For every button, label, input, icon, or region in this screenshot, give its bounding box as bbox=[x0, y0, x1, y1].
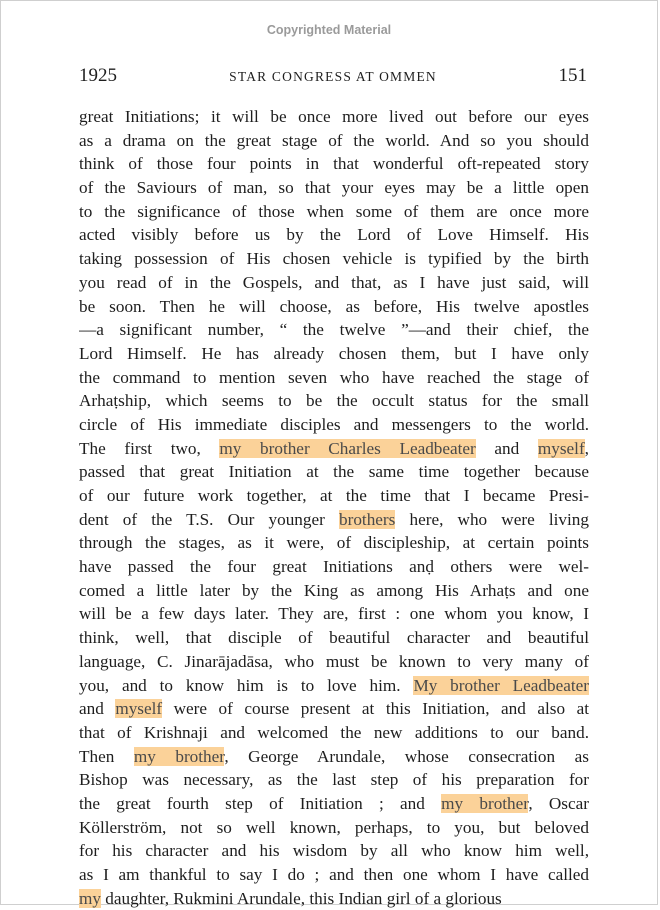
text-line bbox=[79, 697, 589, 721]
text-line bbox=[79, 105, 589, 129]
text-line bbox=[79, 626, 589, 650]
page-body-text bbox=[79, 105, 589, 910]
text-line bbox=[79, 602, 589, 626]
text-line bbox=[79, 342, 589, 366]
text-line bbox=[79, 674, 589, 698]
text-line bbox=[79, 200, 589, 224]
text-segment: think, well, that disciple of beautiful character and beautiful bbox=[79, 628, 589, 648]
text-segment: and bbox=[475, 438, 538, 458]
text-line bbox=[79, 389, 589, 413]
text-line bbox=[79, 413, 589, 437]
text-line bbox=[79, 863, 589, 887]
text-line bbox=[79, 484, 589, 508]
text-segment: passed that great Initiation at the same time together because bbox=[79, 462, 589, 482]
text-segment: you read of in the Gospels, and that, as I have just said, will bbox=[79, 272, 589, 292]
text-segment: and bbox=[79, 699, 116, 719]
text-segment: were of course present at this Initiation, and also at bbox=[162, 699, 589, 719]
search-highlight: my brother bbox=[133, 746, 225, 766]
text-segment: as I am thankful to say I do ; and then one whom I have called bbox=[79, 865, 589, 884]
text-line bbox=[79, 176, 589, 200]
text-segment: daughter, Rukmini Arundale, this Indian girl of a glorious bbox=[100, 888, 502, 908]
header-year: 1925 bbox=[79, 65, 117, 86]
header-title: STAR CONGRESS AT OMMEN bbox=[229, 69, 437, 84]
text-line bbox=[79, 437, 589, 461]
text-line bbox=[79, 460, 589, 484]
text-line bbox=[79, 508, 589, 532]
text-segment: that of Krishnaji and welcomed the new additions to our band. bbox=[79, 722, 589, 742]
text-segment: the command to mention seven who have reached the stage of bbox=[79, 367, 589, 387]
text-segment: will be a few days later. They are, first : one whom you know, I bbox=[79, 604, 589, 624]
text-segment: , bbox=[584, 438, 589, 458]
text-segment: through the stages, as it were, of discipleship, at certain points bbox=[79, 533, 589, 553]
text-segment: dent of the T.S. Our younger bbox=[79, 509, 340, 529]
running-head bbox=[79, 65, 587, 89]
text-line bbox=[79, 816, 589, 840]
text-segment: acted visibly before us by the Lord of Love Himself. His bbox=[79, 225, 589, 245]
text-line bbox=[79, 839, 589, 863]
text-segment: language, C. Jinarājadāsa, who must be known to very many of bbox=[79, 651, 589, 671]
page-number: 151 bbox=[558, 65, 587, 86]
text-line bbox=[79, 295, 589, 319]
text-segment: great Initiations; it will be once more lived out before our eyes bbox=[79, 107, 589, 126]
text-segment: Lord Himself. He has already chosen them, but I have only bbox=[79, 343, 589, 363]
text-line bbox=[79, 271, 589, 295]
search-highlight: my brother Charles Leadbeater bbox=[219, 438, 476, 458]
text-line bbox=[79, 768, 589, 792]
search-highlight: my brother bbox=[441, 793, 529, 813]
text-segment: comed a little later by the King as among His Arhaṭs and one bbox=[79, 580, 589, 600]
search-highlight: My brother Leadbeater bbox=[413, 675, 589, 695]
text-segment: of the Saviours of man, so that your eyes may be a little open bbox=[79, 178, 589, 198]
text-segment: the great fourth step of Initiation ; and bbox=[79, 793, 442, 813]
text-segment: here, who were living bbox=[395, 509, 589, 529]
search-highlight: my bbox=[79, 888, 101, 908]
text-segment: to the significance of those when some of them are once more bbox=[79, 201, 589, 221]
text-segment: Then bbox=[79, 746, 134, 766]
text-segment: The first two, bbox=[79, 438, 220, 458]
text-segment: you, and to know him is to love him. bbox=[79, 675, 414, 695]
text-line bbox=[79, 366, 589, 390]
text-segment: , Oscar bbox=[528, 793, 589, 813]
text-segment: Köllerström, not so well known, perhaps, to you, but beloved bbox=[79, 817, 589, 837]
text-line bbox=[79, 247, 589, 271]
text-line bbox=[79, 745, 589, 769]
text-line bbox=[79, 152, 589, 176]
text-segment: for his character and his wisdom by all who know him well, bbox=[79, 841, 589, 861]
text-segment: of our future work together, at the time that I became Presi- bbox=[79, 486, 589, 505]
text-segment: , George Arundale, whose consecration as bbox=[224, 746, 589, 766]
text-segment: circle of His immediate disciples and messengers to the world. bbox=[79, 414, 589, 434]
text-line bbox=[79, 579, 589, 603]
text-segment: as a drama on the great stage of the world. And so you should bbox=[79, 130, 589, 150]
text-line bbox=[79, 792, 589, 816]
text-segment: think of those four points in that wonderful oft-repeated story bbox=[79, 154, 589, 174]
text-line bbox=[79, 318, 589, 342]
text-line bbox=[79, 129, 589, 153]
text-segment: Bishop was necessary, as the last step of his preparation for bbox=[79, 770, 589, 790]
text-segment: taking possession of His chosen vehicle is typified by the birth bbox=[79, 249, 589, 269]
text-line bbox=[79, 650, 589, 674]
text-line bbox=[79, 531, 589, 555]
search-highlight: brothers bbox=[339, 509, 396, 529]
search-highlight: myself bbox=[115, 699, 163, 719]
copyright-watermark: Copyrighted Material bbox=[266, 23, 392, 37]
text-segment: be soon. Then he will choose, as before, His twelve apostles bbox=[79, 296, 589, 316]
search-highlight: myself bbox=[537, 438, 585, 458]
text-line bbox=[79, 555, 589, 579]
text-segment: Arhaṭship, which seems to be the occult status for the small bbox=[79, 391, 589, 411]
text-segment: —a significant number, “ the twelve ”—and their chief, the bbox=[79, 320, 589, 340]
text-line bbox=[79, 721, 589, 745]
text-segment: have passed the four great Initiations anḍ others were wel- bbox=[79, 557, 589, 577]
text-line bbox=[79, 223, 589, 247]
